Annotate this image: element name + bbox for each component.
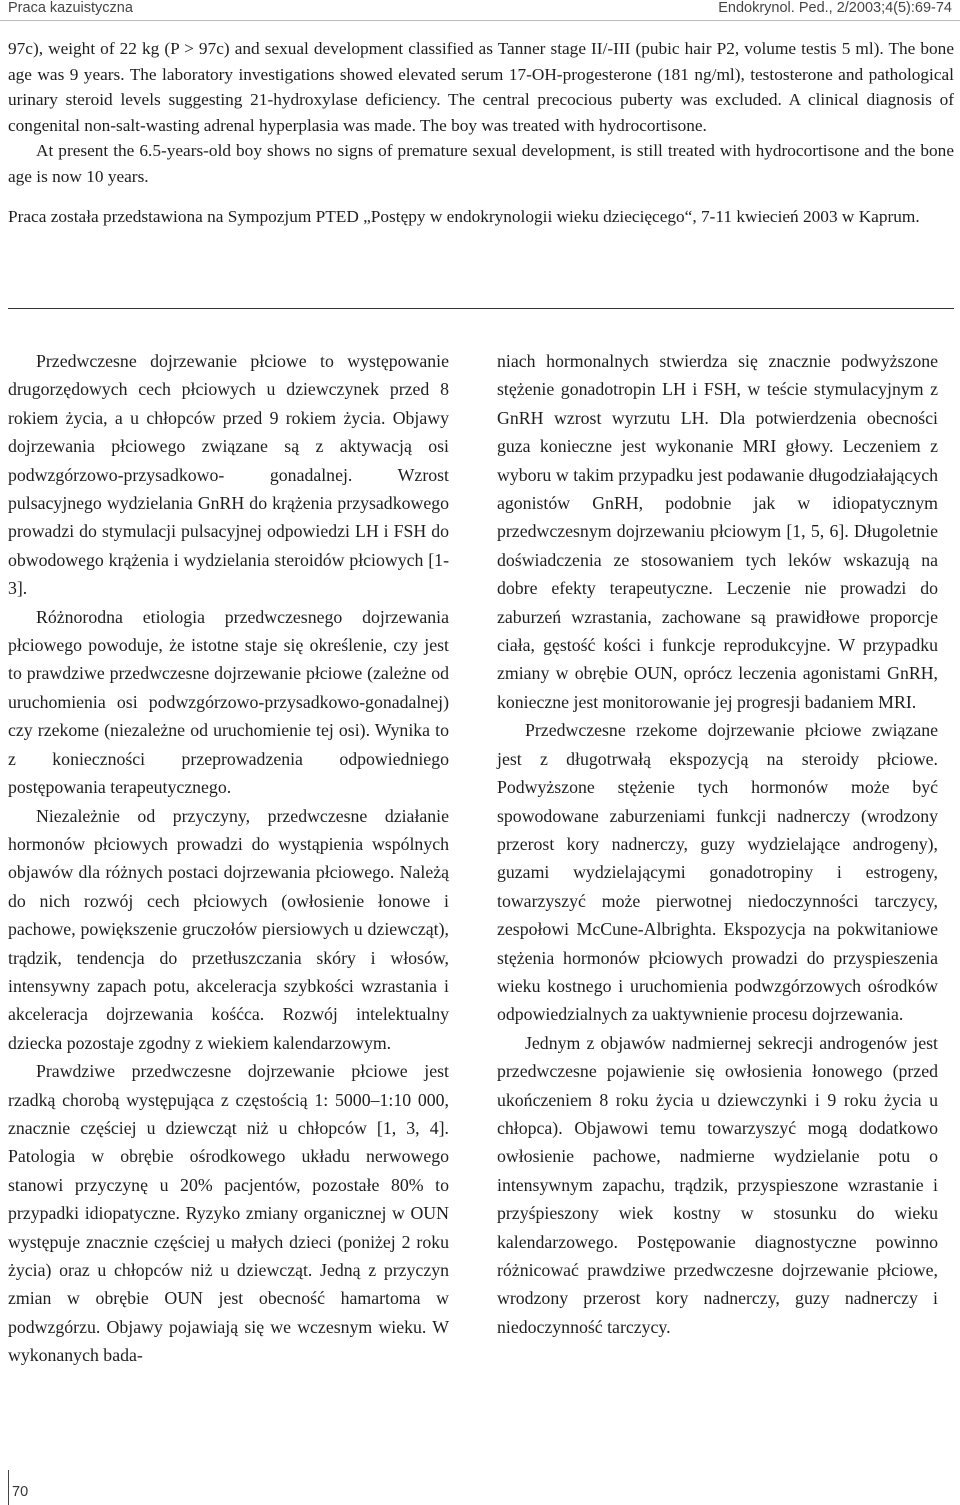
section-divider <box>8 308 954 309</box>
body-paragraph: Przedwczesne rzekome dojrzewanie płciowe związane jest z długotrwałą ekspozycją na sterоidy płciowe. Podwyższone stężenie tych hormonów może być spowodowane zaburzeniami funkcji nadnerczy (wrodzony przerost kory nadnerczy, guzy wydzielające androgeny), guzami wydzielającymi gonadotropiny i estrogeny, towarzyszyć może pierwotnej niedoczynności tarczycy, zespołowi McCune-Albrighta. Ekspozycja na pokwitaniowe stężenia hormonów płciowych prowadzi do przyspieszenia wieku kostnego i uruchomienia podwzgórzowych ośrodków odpowiedzialnych za uaktywnienie procesu dojrzewania. <box>497 720 938 1025</box>
body-paragraph: Jednym z objawów nadmiernej sekrecji androgenów jest przedwczesne pojawienie się owłosienia łonowego (przed ukończeniem 8 roku życia u dziewczynki i 9 roku życia u chłopca). Objawowi temu towarzyszyć mogą dodatkowo owłosienie pachowe, nadmierne wydzielanie potu o intensywnym zapachu, trądzik, przyspieszone wzrastanie i przyśpieszony wiek kostny w stosunku do wieku kalendarzowego. Postępowanie diagnostyczne powinno różnicować prawdziwe przedwczesne dojrzewanie płciowe, wrodzony przerost kory nadnerczy, guzy nadnerczy i niedoczynność tarczycy. <box>497 1032 938 1337</box>
body-paragraph: niach hormonalnych stwierdza się znacznie podwyższone stężenie gonadotropin LH i FSH, w teście stymulacyjnym z GnRH wzrost wyrzutu LH. Dla potwierdzenia obecności guza konieczne jest wykonanie MRI głowy. Leczeniem z wyboru w takim przypadku jest podawanie długodziałających agonistów GnRH, podobnie jak w idiopatycznym przedwczesnym dojrzewaniu płciowym [1, 5, 6]. Długoletnie doświadczenia ze stosowaniem tych leków wskazują na dobre efekty terapeutyczne. Leczenie nie prowadzi do zaburzeń wzrastania, zachowane są prawidłowe proporcje ciała, gęstość kości i funkcje reprodukcyjne. W przypadku zmiany w obrębie OUN, oprócz leczenia agonistami GnRH, konieczne jest monitorowanie jej progresji badaniem MRI. <box>497 351 938 712</box>
symposium-note: Praca została przedstawiona na Sympozjum PTED „Postępy w endokrynologii wieku dziecięcego“, 7-11 kwiecień 2003 w Kaprum. <box>8 206 920 226</box>
footer-rule <box>8 1470 9 1505</box>
header-divider <box>0 20 960 21</box>
right-text-column <box>497 347 938 1341</box>
left-text-column <box>8 347 449 1370</box>
summary-paragraph-2: At present the 6.5-years-old boy shows no signs of premature sexual development, is still treated with hydrocortisone and the bone age is now 10 years. <box>8 141 954 186</box>
article-type-label: Praca kazuistyczna <box>8 0 133 16</box>
body-paragraph: Przedwczesne dojrzewanie płciowe to występowanie drugorzędowych cech płciowych u dziewczynek przed 8 rokiem życia, a u chłopców przed 9 rokiem życia. Objawy dojrzewania płciowego związane są z aktywacją osi podwzgórzowo-przysadkowo- gonadalnej. Wzrost pulsacyjnego wydzielania GnRH do krążenia przysadkowego prowadzi do stymulacji pulsacyjnej odpowiedzi LH i FSH do obwodowego krążenia i wydzielania sterоidów płciowych [1-3]. <box>8 351 449 599</box>
running-header <box>0 0 960 22</box>
journal-citation: Endokrynol. Ped., 2/2003;4(5):69-74 <box>718 0 952 16</box>
body-paragraph: Różnorodna etiologia przedwczesnego dojrzewania płciowego powoduje, że istotne staje się określenie, czy jest to prawdziwe przedwczesne dojrzewanie płciowe (zależne od uruchomienia osi podwzgórzowo-przysadkowo-gonadalnej) czy rzekome (niezależne od uruchomienie tej osi). Wynika to z konieczności przeprowadzenia odpowiedniego postępowania terapeutycznego. <box>8 606 449 798</box>
page-number: 70 <box>12 1484 29 1500</box>
english-summary <box>8 36 954 229</box>
body-paragraph: Prawdziwe przedwczesne dojrzewanie płciowe jest rzadką chorobą występująca z częstością 1: 5000–1:10 000, znacznie częściej u dziewcząt niż u chłopców [1, 3, 4]. Patologia w obrębie ośrodkowego układu nerwowego stanowi przyczynę u 20% pacjentów, pozostałe 80% to przypadki idiopatyczne. Ryzyko zmiany organicznej w OUN występuje znacznie częściej u małych dzieci (poniżej 2 roku życia) oraz u chłopców niż u dziewcząt. Jedną z przyczyn zmian w obrębie OUN jest obecność hamartoma w podwzgórzu. Objawy pojawiają się we wczesnym wieku. W wykonanych bada- <box>8 1061 449 1366</box>
body-paragraph: Niezależnie od przyczyny, przedwczesne działanie hormonów płciowych prowadzi do wystąpienia wspólnych objawów dla różnych postaci dojrzewania płciowego. Należą do nich rozwój cech płciowych (owłosienie łonowe i pachowe, powiększenie gruczołów piersiowych u dziewcząt), trądzik, tendencja do przetłuszczania skóry i włosów, intensywny zapach potu, akceleracja szybkości wzrastania i akceleracja dojrzewania kośćca. Rozwój intelektualny dziecka pozostaje zgodny z wiekiem kalendarzowym. <box>8 805 449 1053</box>
summary-paragraph-1: 97c), weight of 22 kg (P > 97c) and sexual development classified as Tanner stage II/-III (pubic hair P2, volume testis 5 ml). The bone age was 9 years. The laboratory investigations showed elevated serum 17-OH-progesterone (181 ng/ml), testosterone and pathological urinary steroid levels suggesting 21-hydroxylase deficiency. The central precocious puberty was excluded. A clinical diagnosis of congenital non-salt-wasting adrenal hyperplasia was made. The boy was treated with hydrocortisone. <box>8 39 954 135</box>
